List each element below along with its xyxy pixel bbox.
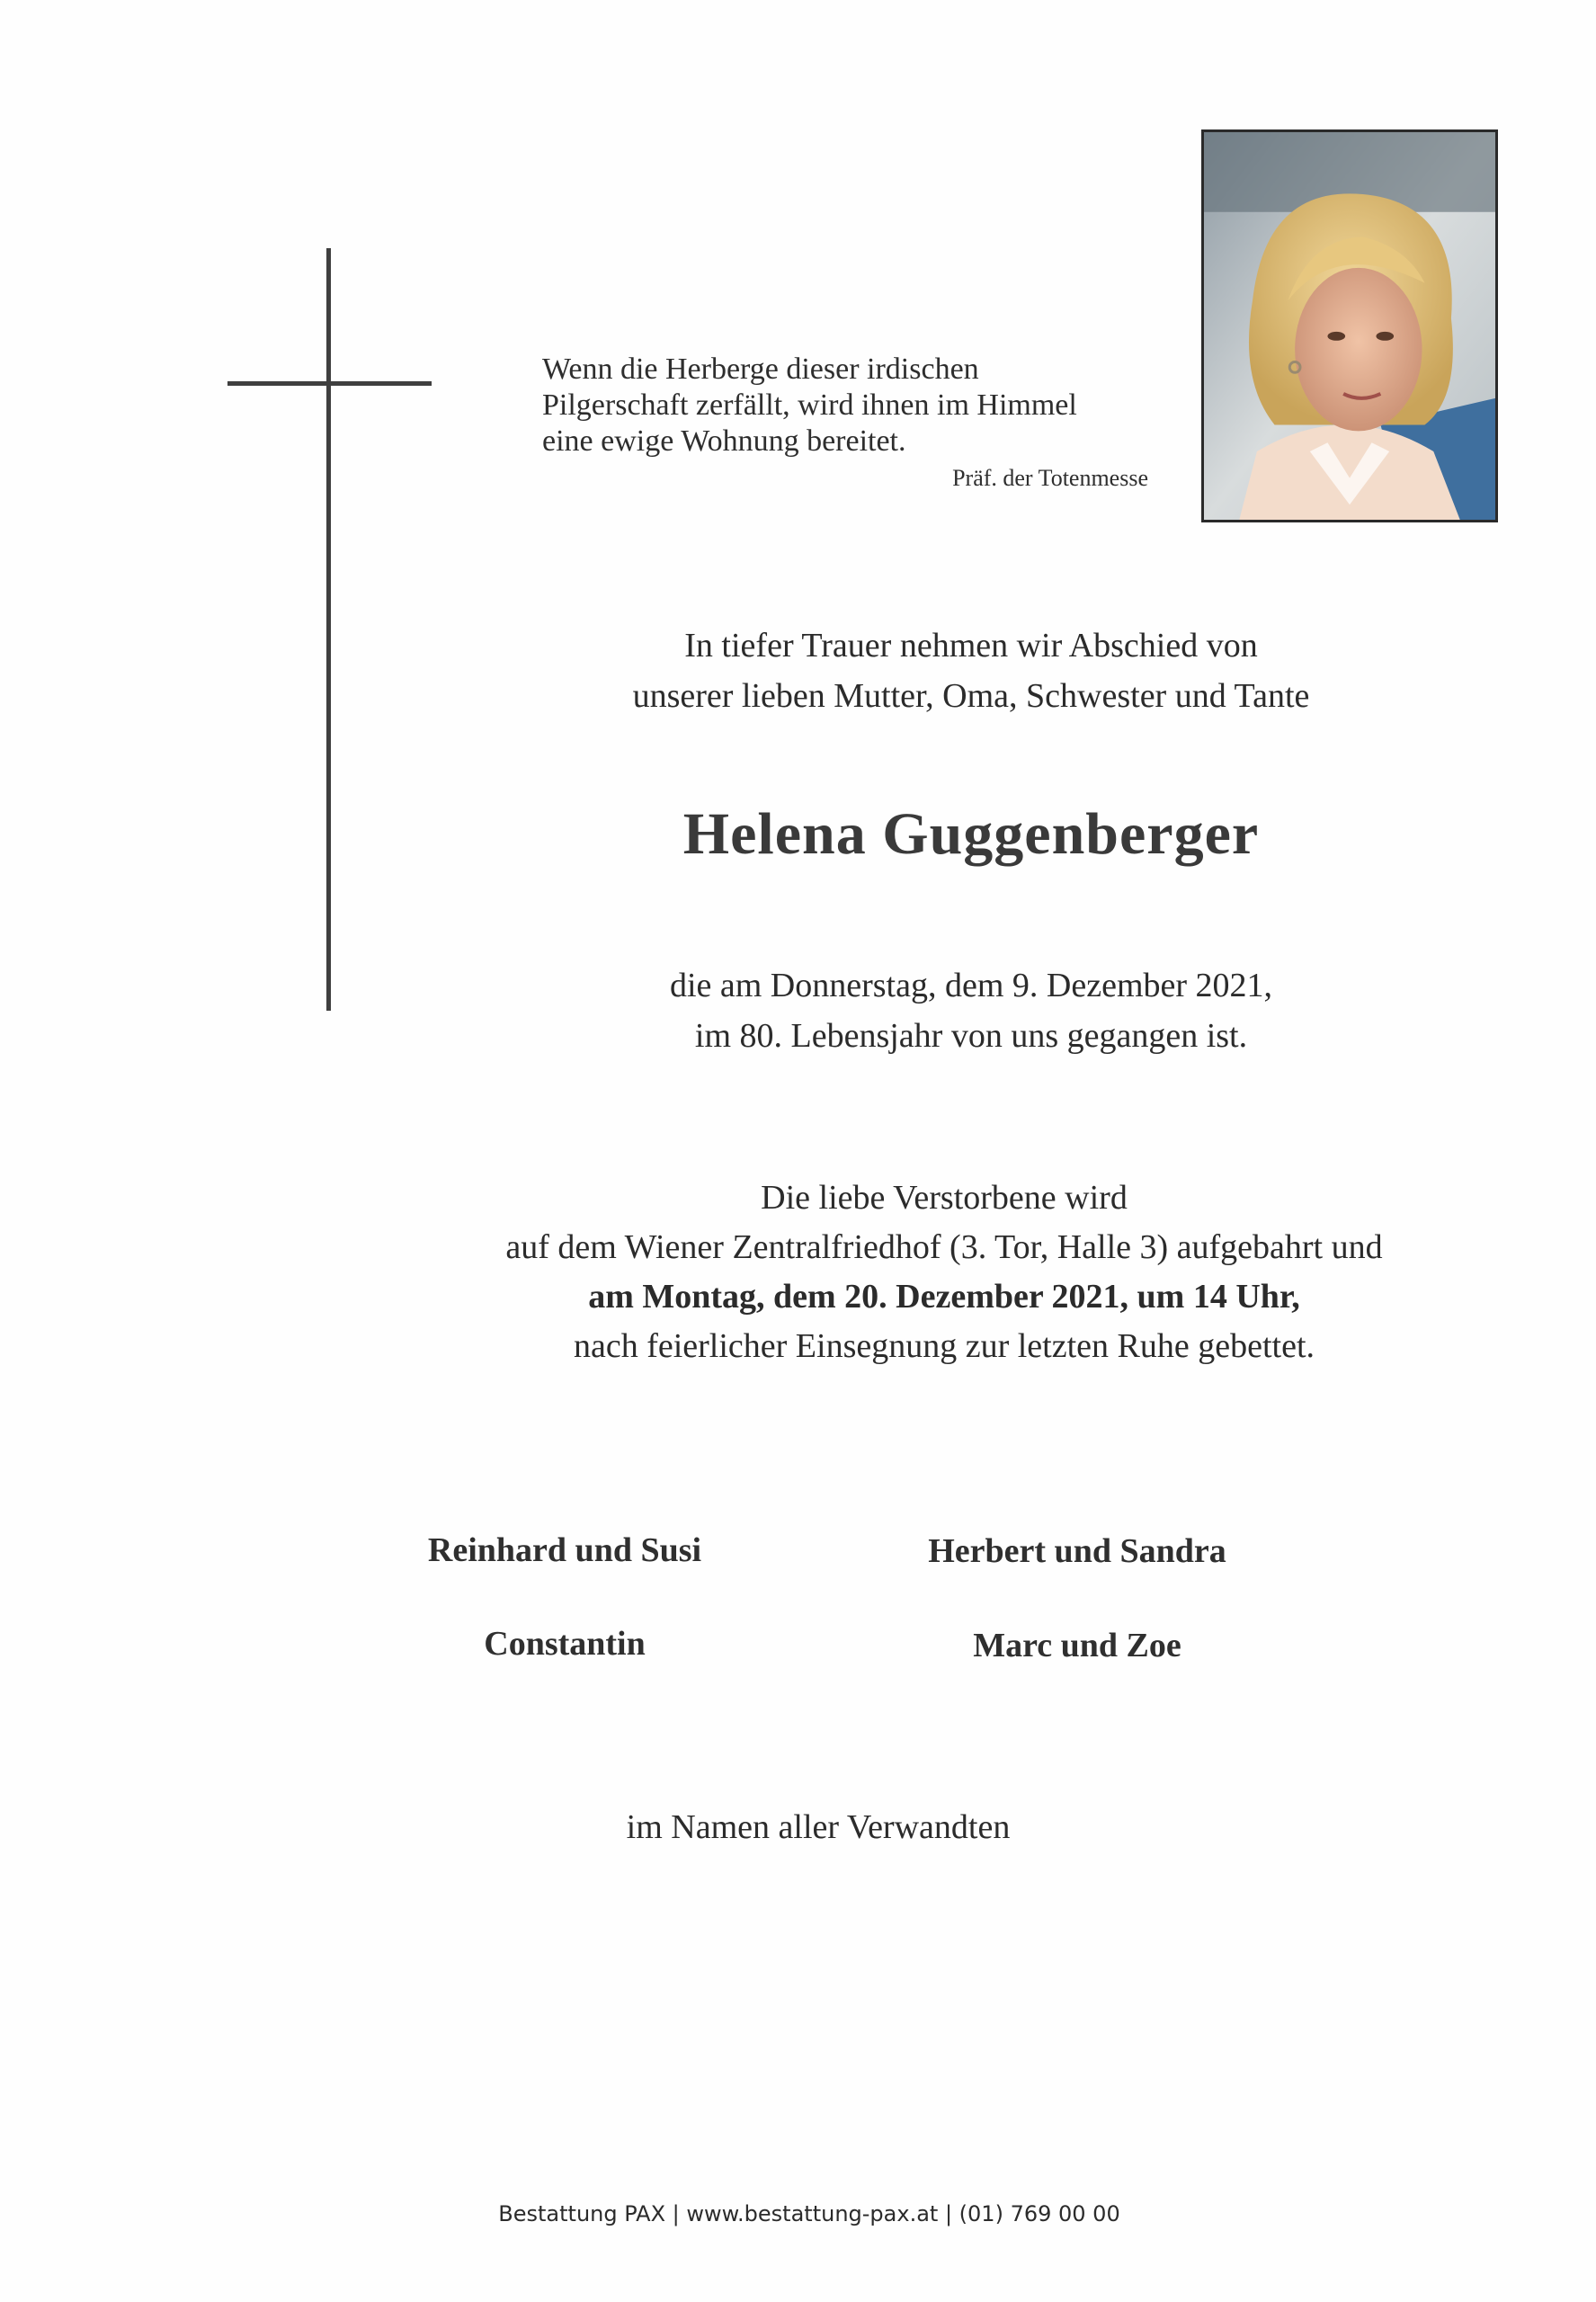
death-info [342,960,1596,1061]
quote-source: Präf. der Totenmesse [952,465,1148,491]
intro-line: In tiefer Trauer nehmen wir Abschied von [684,627,1258,665]
funeral-date-line: am Montag, dem 20. Dezember 2021, um 14 Uhr, [588,1278,1300,1316]
mourner-name: Marc und Zoe [973,1627,1181,1664]
funeral-line: auf dem Wiener Zentralfriedhof (3. Tor, Halle 3) aufgebahrt und [505,1228,1383,1266]
mourner-name: Reinhard und Susi [427,1531,702,1569]
quote-line: Pilgerschaft zerfällt, wird ihnen im Himmel [542,388,1077,422]
portrait-image [1204,132,1495,520]
cross-vertical-bar [326,248,331,1011]
intro-line: unserer lieben Mutter, Oma, Schwester und Tante [632,677,1310,715]
intro-text [342,620,1596,721]
mourner-name: Herbert und Sandra [928,1532,1226,1570]
footer-contact: Bestattung PAX | www.bestattung-pax.at | (01) 769 00 00 [498,2201,1120,2226]
quote-text [542,352,1154,460]
closing-text: im Namen aller Verwandten [626,1808,1011,1846]
cross-horizontal-bar [227,381,432,386]
deceased-name: Helena Guggenberger [682,801,1260,867]
funeral-info [283,1173,1596,1371]
quote-line: eine ewige Wohnung bereitet. [542,424,906,458]
funeral-line: nach feierlicher Einsegnung zur letzten Ruhe gebettet. [573,1327,1315,1365]
mourner-name: Constantin [484,1625,646,1663]
quote-line: Wenn die Herberge dieser irdischen [542,352,979,386]
funeral-line: Die liebe Verstorbene wird [761,1179,1128,1217]
death-line: im 80. Lebensjahr von uns gegangen ist. [694,1017,1248,1055]
death-line: die am Donnerstag, dem 9. Dezember 2021, [669,967,1273,1004]
portrait-photo [1201,129,1498,522]
